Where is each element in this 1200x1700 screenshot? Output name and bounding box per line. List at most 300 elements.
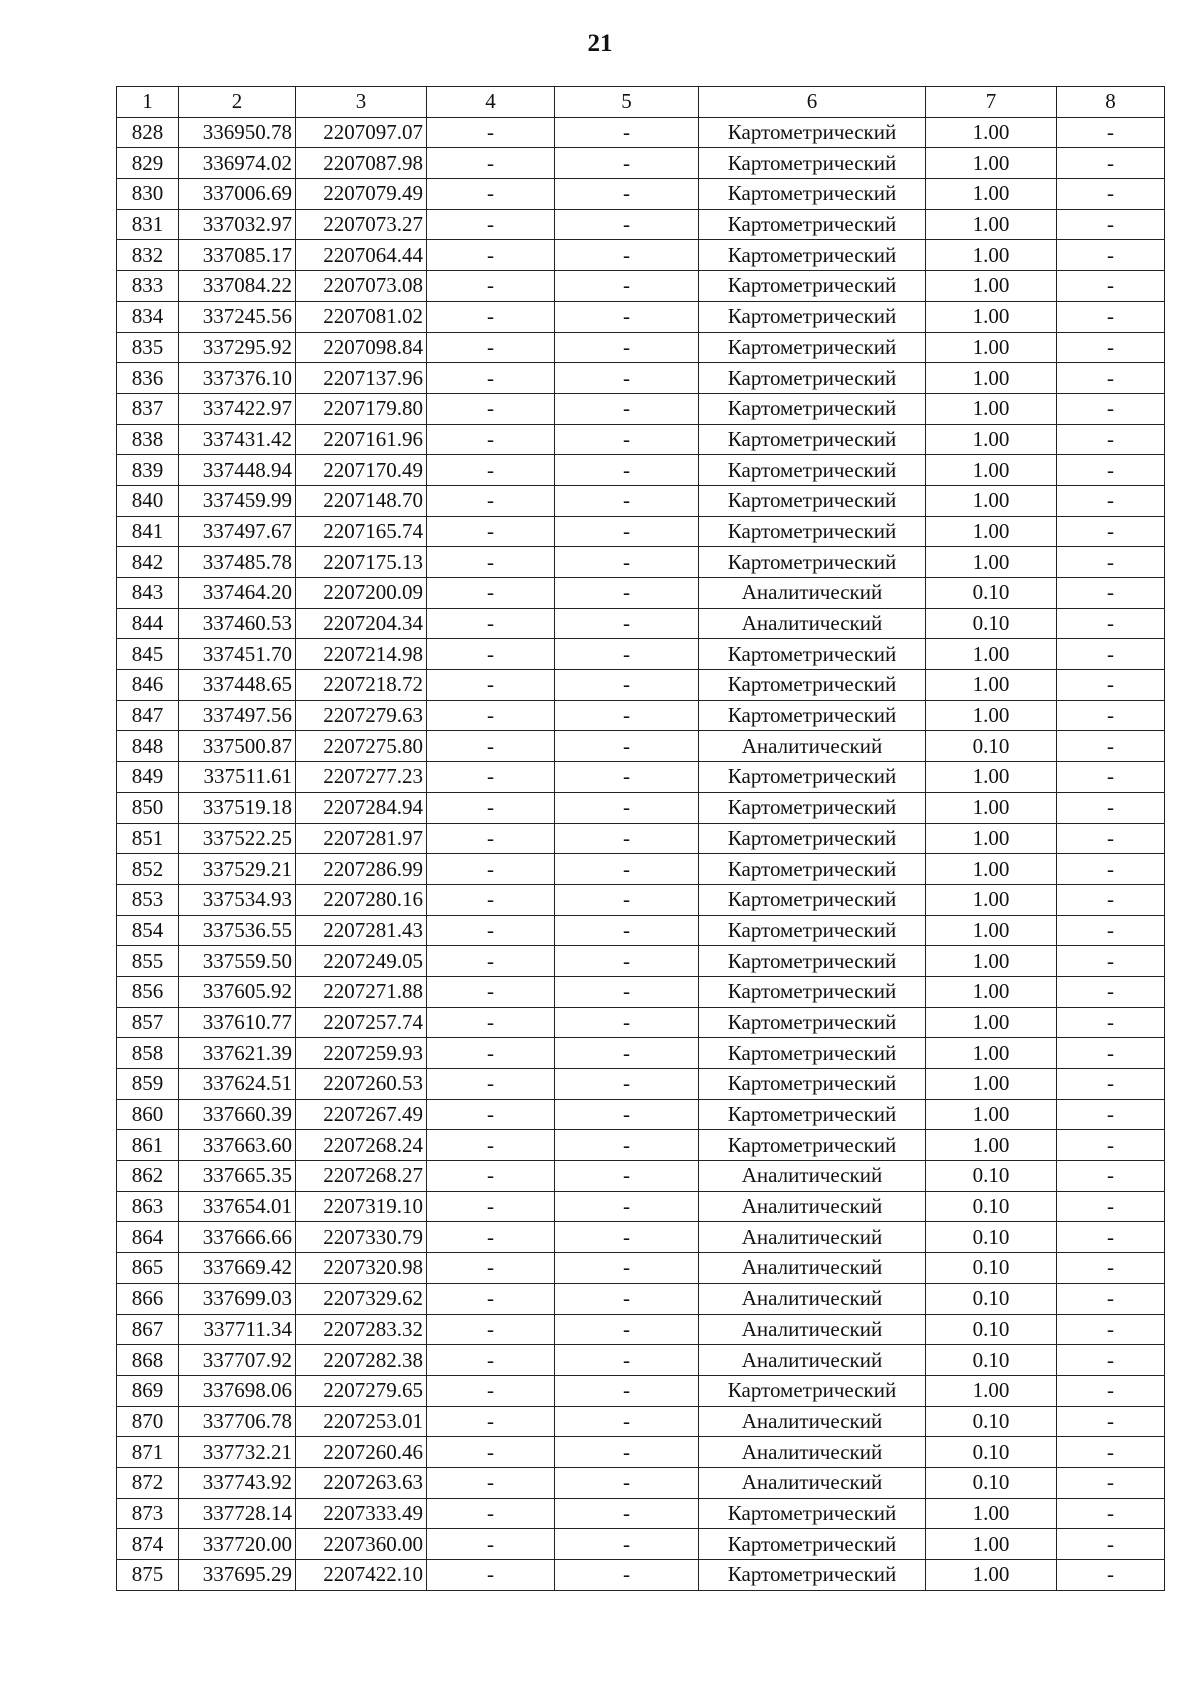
x-coordinate-cell: 337500.87: [179, 731, 296, 762]
accuracy-cell: 0.10: [926, 1314, 1057, 1345]
method-cell: Аналитический: [699, 1253, 926, 1284]
column-4-cell: -: [427, 1498, 555, 1529]
x-coordinate-cell: 337665.35: [179, 1161, 296, 1192]
method-cell: Картометрический: [699, 332, 926, 363]
method-cell: Аналитический: [699, 1314, 926, 1345]
column-4-cell: -: [427, 854, 555, 885]
column-4-cell: -: [427, 148, 555, 179]
column-header: 8: [1057, 87, 1165, 118]
method-cell: Картометрический: [699, 271, 926, 302]
point-number-cell: 841: [117, 516, 179, 547]
column-8-cell: -: [1057, 670, 1165, 701]
method-cell: Картометрический: [699, 854, 926, 885]
x-coordinate-cell: 337695.29: [179, 1560, 296, 1591]
column-4-cell: -: [427, 823, 555, 854]
column-5-cell: -: [555, 1222, 699, 1253]
y-coordinate-cell: 2207268.24: [296, 1130, 427, 1161]
column-4-cell: -: [427, 608, 555, 639]
accuracy-cell: 0.10: [926, 1283, 1057, 1314]
point-number-cell: 853: [117, 884, 179, 915]
column-8-cell: -: [1057, 1375, 1165, 1406]
y-coordinate-cell: 2207281.97: [296, 823, 427, 854]
table-row: [117, 1099, 1165, 1130]
accuracy-cell: 0.10: [926, 1191, 1057, 1222]
method-cell: Картометрический: [699, 823, 926, 854]
y-coordinate-cell: 2207284.94: [296, 792, 427, 823]
x-coordinate-cell: 337536.55: [179, 915, 296, 946]
point-number-cell: 830: [117, 179, 179, 210]
table-row: [117, 1406, 1165, 1437]
y-coordinate-cell: 2207259.93: [296, 1038, 427, 1069]
column-8-cell: -: [1057, 271, 1165, 302]
x-coordinate-cell: 337451.70: [179, 639, 296, 670]
x-coordinate-cell: 337720.00: [179, 1529, 296, 1560]
table-row: [117, 424, 1165, 455]
column-5-cell: -: [555, 1529, 699, 1560]
x-coordinate-cell: 337698.06: [179, 1375, 296, 1406]
method-cell: Аналитический: [699, 1437, 926, 1468]
table-row: [117, 1529, 1165, 1560]
y-coordinate-cell: 2207279.65: [296, 1375, 427, 1406]
method-cell: Картометрический: [699, 915, 926, 946]
point-number-cell: 836: [117, 363, 179, 394]
column-8-cell: -: [1057, 608, 1165, 639]
accuracy-cell: 1.00: [926, 915, 1057, 946]
accuracy-cell: 1.00: [926, 884, 1057, 915]
table-row: [117, 1161, 1165, 1192]
method-cell: Картометрический: [699, 209, 926, 240]
column-5-cell: -: [555, 179, 699, 210]
column-8-cell: -: [1057, 179, 1165, 210]
column-4-cell: -: [427, 976, 555, 1007]
column-8-cell: -: [1057, 148, 1165, 179]
column-5-cell: -: [555, 700, 699, 731]
column-4-cell: -: [427, 547, 555, 578]
column-5-cell: -: [555, 1099, 699, 1130]
x-coordinate-cell: 337032.97: [179, 209, 296, 240]
column-5-cell: -: [555, 608, 699, 639]
column-8-cell: -: [1057, 1007, 1165, 1038]
x-coordinate-cell: 336950.78: [179, 117, 296, 148]
column-4-cell: -: [427, 363, 555, 394]
y-coordinate-cell: 2207422.10: [296, 1560, 427, 1591]
column-5-cell: -: [555, 762, 699, 793]
column-5-cell: -: [555, 271, 699, 302]
point-number-cell: 861: [117, 1130, 179, 1161]
point-number-cell: 872: [117, 1467, 179, 1498]
x-coordinate-cell: 337522.25: [179, 823, 296, 854]
point-number-cell: 849: [117, 762, 179, 793]
y-coordinate-cell: 2207214.98: [296, 639, 427, 670]
column-4-cell: -: [427, 670, 555, 701]
table-row: [117, 1069, 1165, 1100]
table-row: [117, 639, 1165, 670]
column-5-cell: -: [555, 117, 699, 148]
x-coordinate-cell: 337660.39: [179, 1099, 296, 1130]
column-4-cell: -: [427, 393, 555, 424]
column-header: 3: [296, 87, 427, 118]
accuracy-cell: 1.00: [926, 547, 1057, 578]
point-number-cell: 844: [117, 608, 179, 639]
method-cell: Картометрический: [699, 547, 926, 578]
column-4-cell: -: [427, 179, 555, 210]
column-8-cell: -: [1057, 547, 1165, 578]
column-4-cell: -: [427, 424, 555, 455]
column-8-cell: -: [1057, 1529, 1165, 1560]
table-row: [117, 915, 1165, 946]
y-coordinate-cell: 2207165.74: [296, 516, 427, 547]
point-number-cell: 854: [117, 915, 179, 946]
point-number-cell: 852: [117, 854, 179, 885]
y-coordinate-cell: 2207268.27: [296, 1161, 427, 1192]
column-8-cell: -: [1057, 578, 1165, 609]
column-5-cell: -: [555, 363, 699, 394]
column-4-cell: -: [427, 1283, 555, 1314]
table-row: [117, 393, 1165, 424]
column-header: 4: [427, 87, 555, 118]
column-8-cell: -: [1057, 209, 1165, 240]
table-row: [117, 148, 1165, 179]
accuracy-cell: 0.10: [926, 1437, 1057, 1468]
table-row: [117, 670, 1165, 701]
x-coordinate-cell: 337605.92: [179, 976, 296, 1007]
accuracy-cell: 1.00: [926, 240, 1057, 271]
accuracy-cell: 1.00: [926, 271, 1057, 302]
column-4-cell: -: [427, 1130, 555, 1161]
accuracy-cell: 1.00: [926, 946, 1057, 977]
column-4-cell: -: [427, 1253, 555, 1284]
x-coordinate-cell: 337529.21: [179, 854, 296, 885]
y-coordinate-cell: 2207263.63: [296, 1467, 427, 1498]
column-4-cell: -: [427, 240, 555, 271]
accuracy-cell: 1.00: [926, 179, 1057, 210]
y-coordinate-cell: 2207360.00: [296, 1529, 427, 1560]
column-5-cell: -: [555, 1191, 699, 1222]
method-cell: Картометрический: [699, 1130, 926, 1161]
accuracy-cell: 1.00: [926, 1529, 1057, 1560]
point-number-cell: 832: [117, 240, 179, 271]
accuracy-cell: 1.00: [926, 117, 1057, 148]
x-coordinate-cell: 337431.42: [179, 424, 296, 455]
accuracy-cell: 1.00: [926, 1375, 1057, 1406]
x-coordinate-cell: 337711.34: [179, 1314, 296, 1345]
column-5-cell: -: [555, 1161, 699, 1192]
point-number-cell: 858: [117, 1038, 179, 1069]
accuracy-cell: 0.10: [926, 608, 1057, 639]
table-row: [117, 301, 1165, 332]
table-row: [117, 332, 1165, 363]
column-8-cell: -: [1057, 1130, 1165, 1161]
column-8-cell: -: [1057, 1099, 1165, 1130]
accuracy-cell: 1.00: [926, 639, 1057, 670]
table-row: [117, 547, 1165, 578]
x-coordinate-cell: 337666.66: [179, 1222, 296, 1253]
column-4-cell: -: [427, 1007, 555, 1038]
column-5-cell: -: [555, 148, 699, 179]
point-number-cell: 856: [117, 976, 179, 1007]
point-number-cell: 851: [117, 823, 179, 854]
column-8-cell: -: [1057, 301, 1165, 332]
x-coordinate-cell: 337497.56: [179, 700, 296, 731]
column-4-cell: -: [427, 1038, 555, 1069]
column-8-cell: -: [1057, 1069, 1165, 1100]
method-cell: Картометрический: [699, 946, 926, 977]
column-8-cell: -: [1057, 700, 1165, 731]
page-number: 21: [587, 30, 613, 57]
y-coordinate-cell: 2207218.72: [296, 670, 427, 701]
column-4-cell: -: [427, 639, 555, 670]
column-4-cell: -: [427, 1437, 555, 1468]
x-coordinate-cell: 337006.69: [179, 179, 296, 210]
table-row: [117, 1191, 1165, 1222]
table-row: [117, 1038, 1165, 1069]
point-number-cell: 869: [117, 1375, 179, 1406]
column-8-cell: -: [1057, 1191, 1165, 1222]
method-cell: Картометрический: [699, 1099, 926, 1130]
column-header: 6: [699, 87, 926, 118]
y-coordinate-cell: 2207087.98: [296, 148, 427, 179]
method-cell: Картометрический: [699, 179, 926, 210]
table-row: [117, 117, 1165, 148]
point-number-cell: 865: [117, 1253, 179, 1284]
point-number-cell: 845: [117, 639, 179, 670]
accuracy-cell: 1.00: [926, 792, 1057, 823]
method-cell: Аналитический: [699, 1345, 926, 1376]
column-5-cell: -: [555, 1283, 699, 1314]
accuracy-cell: 1.00: [926, 1560, 1057, 1591]
table-row: [117, 240, 1165, 271]
method-cell: Аналитический: [699, 731, 926, 762]
accuracy-cell: 1.00: [926, 1099, 1057, 1130]
column-5-cell: -: [555, 1375, 699, 1406]
x-coordinate-cell: 337448.65: [179, 670, 296, 701]
table-row: [117, 516, 1165, 547]
table-row: [117, 946, 1165, 977]
accuracy-cell: 1.00: [926, 363, 1057, 394]
column-8-cell: -: [1057, 424, 1165, 455]
y-coordinate-cell: 2207170.49: [296, 455, 427, 486]
column-8-cell: -: [1057, 363, 1165, 394]
column-4-cell: -: [427, 516, 555, 547]
column-5-cell: -: [555, 1130, 699, 1161]
point-number-cell: 867: [117, 1314, 179, 1345]
x-coordinate-cell: 337743.92: [179, 1467, 296, 1498]
column-5-cell: -: [555, 547, 699, 578]
column-4-cell: -: [427, 455, 555, 486]
column-4-cell: -: [427, 209, 555, 240]
x-coordinate-cell: 337460.53: [179, 608, 296, 639]
column-header: 2: [179, 87, 296, 118]
column-8-cell: -: [1057, 485, 1165, 516]
accuracy-cell: 1.00: [926, 455, 1057, 486]
method-cell: Картометрический: [699, 393, 926, 424]
method-cell: Аналитический: [699, 1283, 926, 1314]
y-coordinate-cell: 2207175.13: [296, 547, 427, 578]
column-8-cell: -: [1057, 1406, 1165, 1437]
method-cell: Аналитический: [699, 1467, 926, 1498]
point-number-cell: 862: [117, 1161, 179, 1192]
y-coordinate-cell: 2207200.09: [296, 578, 427, 609]
method-cell: Картометрический: [699, 1498, 926, 1529]
table-row: [117, 1498, 1165, 1529]
table-row: [117, 884, 1165, 915]
x-coordinate-cell: 337654.01: [179, 1191, 296, 1222]
table-row: [117, 1314, 1165, 1345]
x-coordinate-cell: 337669.42: [179, 1253, 296, 1284]
method-cell: Картометрический: [699, 485, 926, 516]
method-cell: Аналитический: [699, 1161, 926, 1192]
column-8-cell: -: [1057, 639, 1165, 670]
method-cell: Картометрический: [699, 639, 926, 670]
x-coordinate-cell: 337706.78: [179, 1406, 296, 1437]
column-8-cell: -: [1057, 915, 1165, 946]
method-cell: Картометрический: [699, 516, 926, 547]
x-coordinate-cell: 337245.56: [179, 301, 296, 332]
y-coordinate-cell: 2207329.62: [296, 1283, 427, 1314]
point-number-cell: 842: [117, 547, 179, 578]
column-5-cell: -: [555, 1467, 699, 1498]
column-4-cell: -: [427, 1467, 555, 1498]
column-8-cell: -: [1057, 792, 1165, 823]
column-5-cell: -: [555, 854, 699, 885]
table-row: [117, 762, 1165, 793]
y-coordinate-cell: 2207249.05: [296, 946, 427, 977]
table-row: [117, 1345, 1165, 1376]
y-coordinate-cell: 2207161.96: [296, 424, 427, 455]
column-4-cell: -: [427, 884, 555, 915]
y-coordinate-cell: 2207204.34: [296, 608, 427, 639]
y-coordinate-cell: 2207253.01: [296, 1406, 427, 1437]
y-coordinate-cell: 2207333.49: [296, 1498, 427, 1529]
point-number-cell: 828: [117, 117, 179, 148]
table-row: [117, 792, 1165, 823]
column-5-cell: -: [555, 1314, 699, 1345]
accuracy-cell: 1.00: [926, 1498, 1057, 1529]
point-number-cell: 868: [117, 1345, 179, 1376]
accuracy-cell: 0.10: [926, 1222, 1057, 1253]
method-cell: Аналитический: [699, 608, 926, 639]
column-8-cell: -: [1057, 1437, 1165, 1468]
x-coordinate-cell: 337459.99: [179, 485, 296, 516]
point-number-cell: 870: [117, 1406, 179, 1437]
y-coordinate-cell: 2207277.23: [296, 762, 427, 793]
point-number-cell: 871: [117, 1437, 179, 1468]
y-coordinate-cell: 2207097.07: [296, 117, 427, 148]
method-cell: Аналитический: [699, 1222, 926, 1253]
column-5-cell: -: [555, 424, 699, 455]
column-4-cell: -: [427, 1560, 555, 1591]
y-coordinate-cell: 2207271.88: [296, 976, 427, 1007]
point-number-cell: 834: [117, 301, 179, 332]
accuracy-cell: 1.00: [926, 1007, 1057, 1038]
y-coordinate-cell: 2207286.99: [296, 854, 427, 885]
method-cell: Картометрический: [699, 762, 926, 793]
x-coordinate-cell: 337728.14: [179, 1498, 296, 1529]
accuracy-cell: 1.00: [926, 393, 1057, 424]
table-row: [117, 976, 1165, 1007]
column-8-cell: -: [1057, 1283, 1165, 1314]
column-4-cell: -: [427, 117, 555, 148]
accuracy-cell: 1.00: [926, 332, 1057, 363]
coordinates-table: [116, 86, 1165, 1591]
column-header: 5: [555, 87, 699, 118]
accuracy-cell: 0.10: [926, 1345, 1057, 1376]
x-coordinate-cell: 337376.10: [179, 363, 296, 394]
table-row: [117, 1437, 1165, 1468]
column-8-cell: -: [1057, 823, 1165, 854]
x-coordinate-cell: 337084.22: [179, 271, 296, 302]
column-5-cell: -: [555, 823, 699, 854]
x-coordinate-cell: 337707.92: [179, 1345, 296, 1376]
column-8-cell: -: [1057, 1314, 1165, 1345]
method-cell: Картометрический: [699, 670, 926, 701]
column-8-cell: -: [1057, 117, 1165, 148]
point-number-cell: 833: [117, 271, 179, 302]
column-4-cell: -: [427, 1069, 555, 1100]
column-5-cell: -: [555, 1498, 699, 1529]
table-body: [117, 117, 1165, 1590]
column-4-cell: -: [427, 1191, 555, 1222]
column-5-cell: -: [555, 240, 699, 271]
point-number-cell: 873: [117, 1498, 179, 1529]
method-cell: Картометрический: [699, 976, 926, 1007]
table-row: [117, 700, 1165, 731]
point-number-cell: 863: [117, 1191, 179, 1222]
accuracy-cell: 1.00: [926, 854, 1057, 885]
x-coordinate-cell: 337663.60: [179, 1130, 296, 1161]
column-8-cell: -: [1057, 1161, 1165, 1192]
method-cell: Картометрический: [699, 1007, 926, 1038]
point-number-cell: 838: [117, 424, 179, 455]
accuracy-cell: 1.00: [926, 823, 1057, 854]
column-8-cell: -: [1057, 1253, 1165, 1284]
column-4-cell: -: [427, 1529, 555, 1560]
accuracy-cell: 1.00: [926, 148, 1057, 179]
table-row: [117, 1253, 1165, 1284]
point-number-cell: 875: [117, 1560, 179, 1591]
table-row: [117, 1007, 1165, 1038]
column-8-cell: -: [1057, 762, 1165, 793]
y-coordinate-cell: 2207179.80: [296, 393, 427, 424]
column-5-cell: -: [555, 485, 699, 516]
table-row: [117, 179, 1165, 210]
column-5-cell: -: [555, 209, 699, 240]
point-number-cell: 837: [117, 393, 179, 424]
x-coordinate-cell: 337497.67: [179, 516, 296, 547]
x-coordinate-cell: 337422.97: [179, 393, 296, 424]
y-coordinate-cell: 2207260.46: [296, 1437, 427, 1468]
method-cell: Картометрический: [699, 148, 926, 179]
column-5-cell: -: [555, 639, 699, 670]
column-8-cell: -: [1057, 884, 1165, 915]
accuracy-cell: 1.00: [926, 976, 1057, 1007]
column-5-cell: -: [555, 1069, 699, 1100]
accuracy-cell: 1.00: [926, 1130, 1057, 1161]
x-coordinate-cell: 337511.61: [179, 762, 296, 793]
point-number-cell: 829: [117, 148, 179, 179]
y-coordinate-cell: 2207137.96: [296, 363, 427, 394]
y-coordinate-cell: 2207064.44: [296, 240, 427, 271]
point-number-cell: 874: [117, 1529, 179, 1560]
x-coordinate-cell: 337485.78: [179, 547, 296, 578]
column-5-cell: -: [555, 1560, 699, 1591]
table-row: [117, 731, 1165, 762]
point-number-cell: 850: [117, 792, 179, 823]
column-8-cell: -: [1057, 516, 1165, 547]
x-coordinate-cell: 337610.77: [179, 1007, 296, 1038]
point-number-cell: 840: [117, 485, 179, 516]
method-cell: Картометрический: [699, 1529, 926, 1560]
